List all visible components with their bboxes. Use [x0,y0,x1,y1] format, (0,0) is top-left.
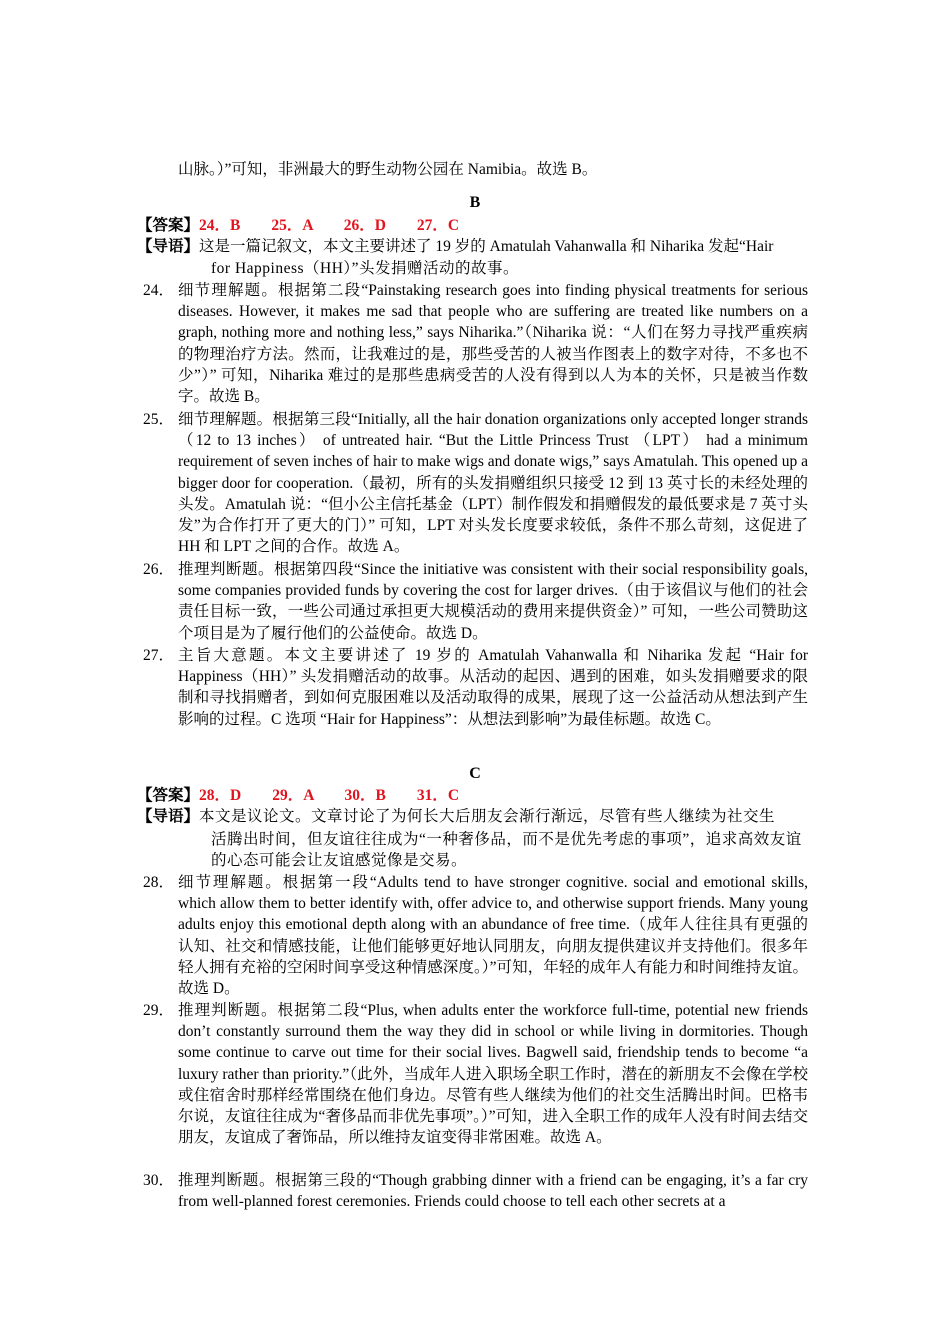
guide-label: 【导语】 [137,238,200,255]
section-b-guide-row [137,237,773,257]
item-number: 28． [143,874,175,891]
item-number: 27． [143,647,175,664]
item-number: 25． [143,411,175,428]
answer-label: 【答案】 [137,787,200,804]
item-explanation: 细节理解题。根据第二段“Painstaking research goes into finding physical treatments for serious diseases. However, it makes me sad that people who are suffering are treated like numbers on a graph, nothing more and nothing less,” says Niharika.”（Niharika 说：“人们在努力寻找严重疾病的物理治疗方法。然而，让我难过的是，那些受苦的人被当作图表上的数字对待，不多也不少”）” 可知，Niharika 难过的是那些患病受苦的人没有得到以人为本的关怀，只是被当作数字。故选 B。 [178,282,808,406]
section-c-guide-row [137,807,775,827]
item-number: 24． [143,282,175,299]
section-b-answer-row [137,216,459,236]
section-c-title: C [469,765,481,782]
answer-keys: 24．B 25．A 26．D 27．C [199,217,460,234]
item-number: 26． [143,561,175,578]
answer-keys: 28．D 29．A 30．B 31．C [199,787,460,804]
guide-text-rest: 活腾出时间，但友谊往往成为“一种奢侈品，而不是优先考虑的事项”，追求高效友谊的心态可能会让友谊感觉像是交易。 [211,831,802,870]
guide-text-first: 这是一篇记叙文，本文主要讲述了 19 岁的 Amatulah Vahanwalla 和 Niharika 发起“Hair [199,238,774,255]
section-b-title: B [469,194,481,211]
guide-text-first: 本文是议论文。文章讨论了为何长大后朋友会渐行渐远，尽管有些人继续为社交生 [199,808,776,825]
item-explanation: 细节理解题。根据第一段“Adults tend to have stronger cognitive. social and emotional skills, which allow them to better identify with, offer advice to, and otherwise support friends. Many young adults enjoy this emotional depth along with an abundance of free time.（成年人往往具有更强的认知、社交和情感技能，让他们能够更好地认同朋友，向朋友提供建议并支持他们。很多年轻人拥有充裕的空闲时间享受这种情感深度。）”可知，年轻的成年人有能力和时间维持友谊。故选 D。 [178,874,808,998]
item-explanation: 推理判断题。根据第四段“Since the initiative was consistent with their social responsibility goals, some companies provided funds by covering the cost for larger drives.（由于该倡议与他们的社会责任目标一致，一些公司通过承担更大规模活动的费用来提供资金）” 可知，一些公司赞助这个项目是为了履行他们的公益使命。故选 D。 [178,561,808,642]
guide-label: 【导语】 [137,808,200,825]
top-continuation-line: 山脉。）”可知，非洲最大的野生动物公园在 Namibia。故选 B。 [178,161,598,178]
section-c-answer-row [137,786,459,806]
item-explanation: 主旨大意题。本文主要讲述了 19 岁的 Amatulah Vahanwalla 和 Niharika 发起 “Hair for Happiness（HH）” 头发捐赠活动的故事。从活动的起因、遇到的困难，如头发捐赠要求的限制和寻找捐赠者，到如何克服困难以及活动取得的成果，展现了这一公益活动从想法到产生影响的过程。C 选项 “Hair for Happiness”：从想法到影响”为最佳标题。故选 C。 [178,647,808,728]
item-number: 29． [143,1002,175,1019]
guide-text-rest: for Happiness（HH）”头发捐赠活动的故事。 [211,260,520,277]
item-explanation: 细节理解题。根据第三段“Initially, all the hair donation organizations only accepted longer strands （12 to 13 inches） of untreated hair. “But the Little Princess Trust （LPT） had a minimum requirement of seven inches of hair to make wigs and donate wigs,” says Amatulah. This opened up a bigger door for cooperation.（最初，所有的头发捐赠组织只接受 12 到 13 英寸长的未经处理的头发。Amatulah 说：“但小公主信托基金（LPT）制作假发和捐赠假发的最低要求是 7 英寸头发”为合作打开了更大的门）” 可知，LPT 对头发长度要求较低，条件不那么苛刻，这促进了 HH 和 LPT 之间的合作。故选 A。 [178,411,808,556]
item-number: 30． [143,1172,175,1189]
item-explanation: 推理判断题。根据第二段“Plus, when adults enter the workforce full-time, potential new friends don’t constantly surround them the way they did in school or while living in dormitories. Though some continue to carve out time for their social lives. Bagwell said, friendship tends to become “a luxury rather than priority.”（此外，当成年人进入职场全职工作时，潜在的新朋友不会像在学校或住宿舍时那样经常围绕在他们身边。尽管有些人继续为他们的社交生活腾出时间。巴格韦尔说，友谊往往成为“奢侈品而非优先事项”。）”可知，进入全职工作的成年人没有时间去结交朋友，友谊成了奢饰品，所以维持友谊变得非常困难。故选 A。 [178,1002,808,1147]
item-explanation: 推理判断题。根据第三段的“Though grabbing dinner with a friend can be engaging, it’s a far cry from well-planned forest ceremonies. Friends could choose to tell each other secrets at a [178,1172,808,1211]
answer-label: 【答案】 [137,217,200,234]
